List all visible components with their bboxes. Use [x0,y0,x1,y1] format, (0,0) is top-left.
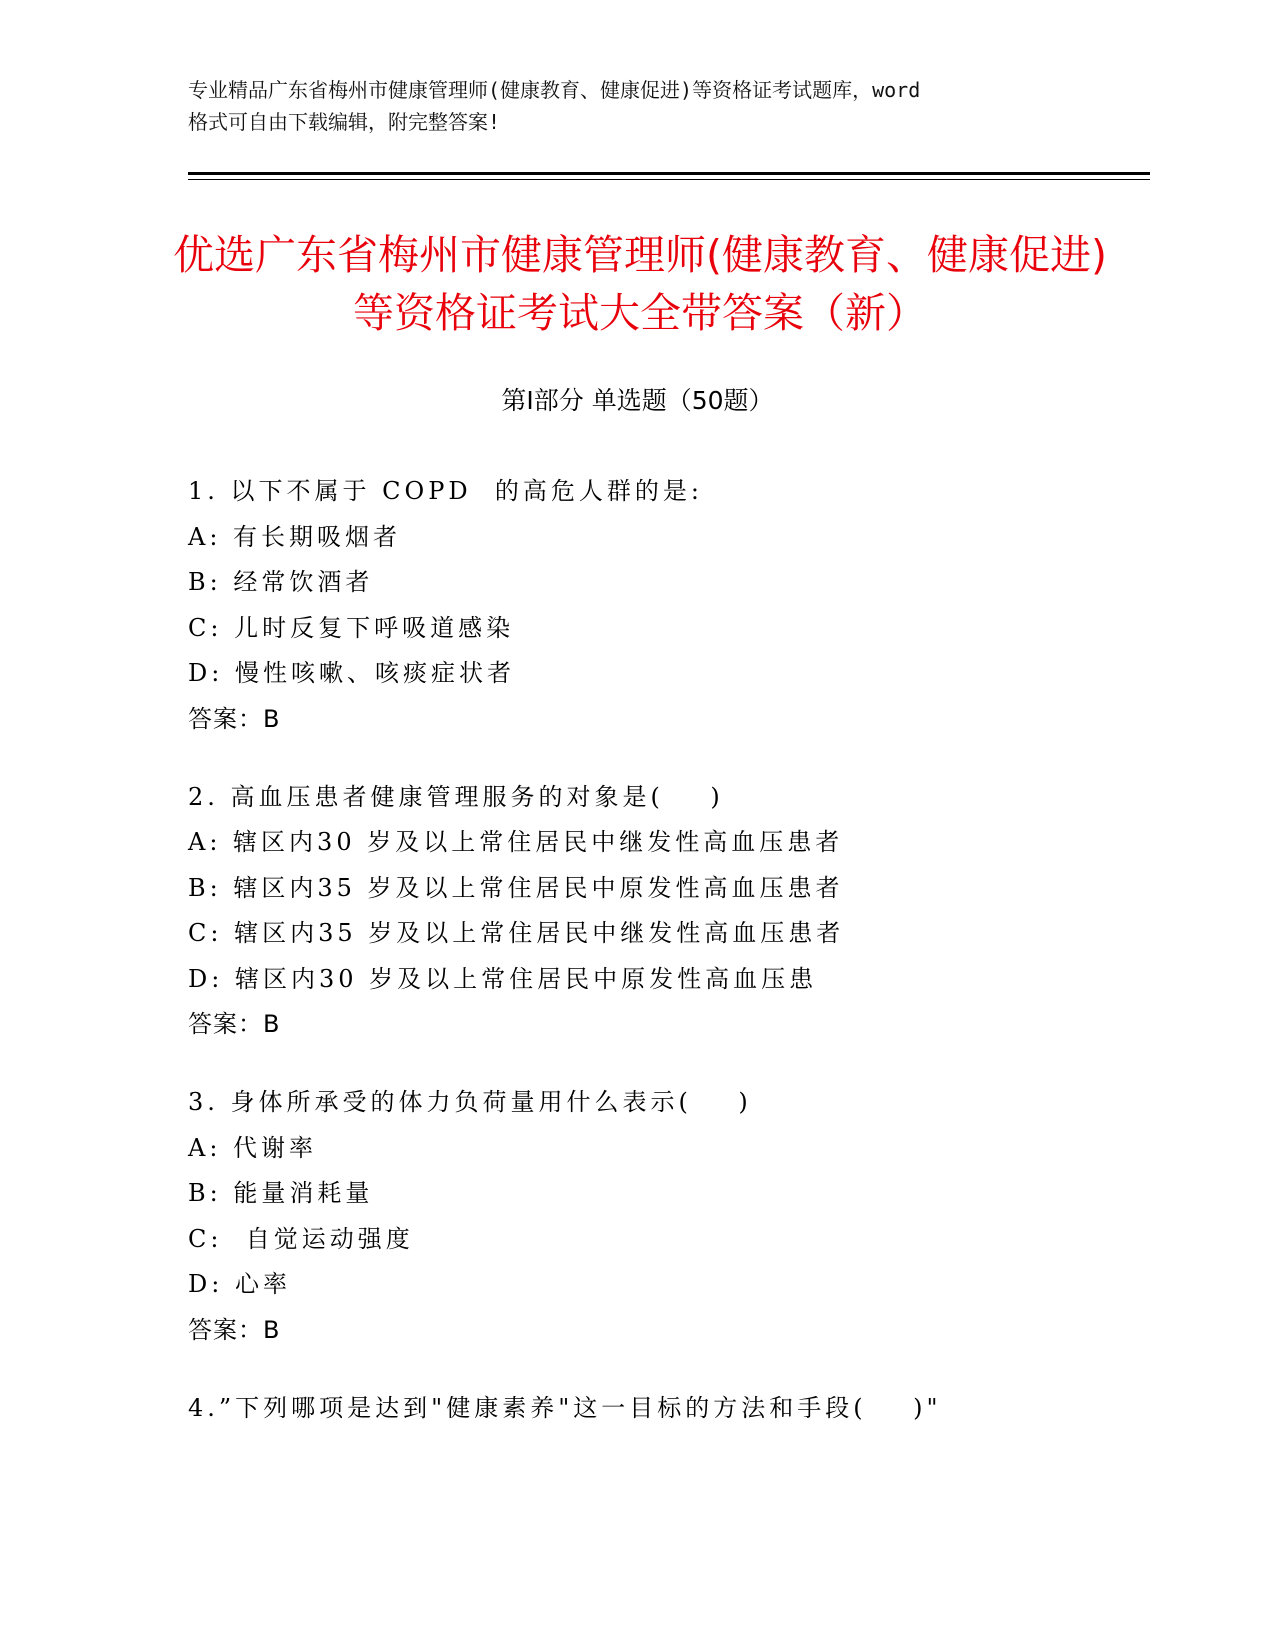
header-divider-thin [188,179,1150,180]
question-stem: 4.”下列哪项是达到"健康素养"这一目标的方法和手段( )" [188,1393,942,1422]
option-a: A: 有长期吸烟者 [188,522,402,551]
option-c: C: 辖区内35 岁及以上常住居民中继发性高血压患者 [188,919,845,947]
question-item [188,782,1188,1040]
question-stem: 1. 以下不属于 COPD 的高危人群的是: [188,477,703,505]
header-divider-thick [188,172,1150,175]
option-a: A: 辖区内30 岁及以上常住居民中继发性高血压患者 [188,828,844,856]
question-item [188,1087,1188,1345]
section-title: 第Ⅰ部分 单选题（50题） [501,386,774,415]
option-d: D: 慢性咳嗽、咳痰症状者 [188,659,515,687]
document-title: 优选广东省梅州市健康管理师(健康教育、健康促进)等资格证考试大全带答案（新） [173,231,1107,337]
question-item [188,1393,1188,1423]
option-b: B: 经常饮酒者 [188,568,374,596]
option-c: C: 儿时反复下呼吸道感染 [188,613,515,642]
question-list [188,476,1188,1471]
option-d: D: 心率 [188,1270,291,1298]
option-c: C: 自觉运动强度 [188,1224,414,1253]
option-a: A: 代谢率 [188,1133,318,1162]
answer-text: 答案：B [188,1010,281,1038]
question-item [188,476,1188,734]
question-stem: 2. 高血压患者健康管理服务的对象是( ) [188,782,724,811]
option-d: D: 辖区内30 岁及以上常住居民中原发性高血压患 [188,964,818,993]
answer-text: 答案：B [188,1315,281,1344]
question-stem: 3. 身体所承受的体力负荷量用什么表示( ) [188,1088,752,1116]
answer-text: 答案：B [188,704,281,733]
header-note: 专业精品广东省梅州市健康管理师(健康教育、健康促进)等资格证考试题库，word 格式可自由下载编辑，附完整答案! [188,78,921,134]
option-b: B: 辖区内35 岁及以上常住居民中原发性高血压患者 [188,873,844,902]
option-b: B: 能量消耗量 [188,1179,374,1207]
